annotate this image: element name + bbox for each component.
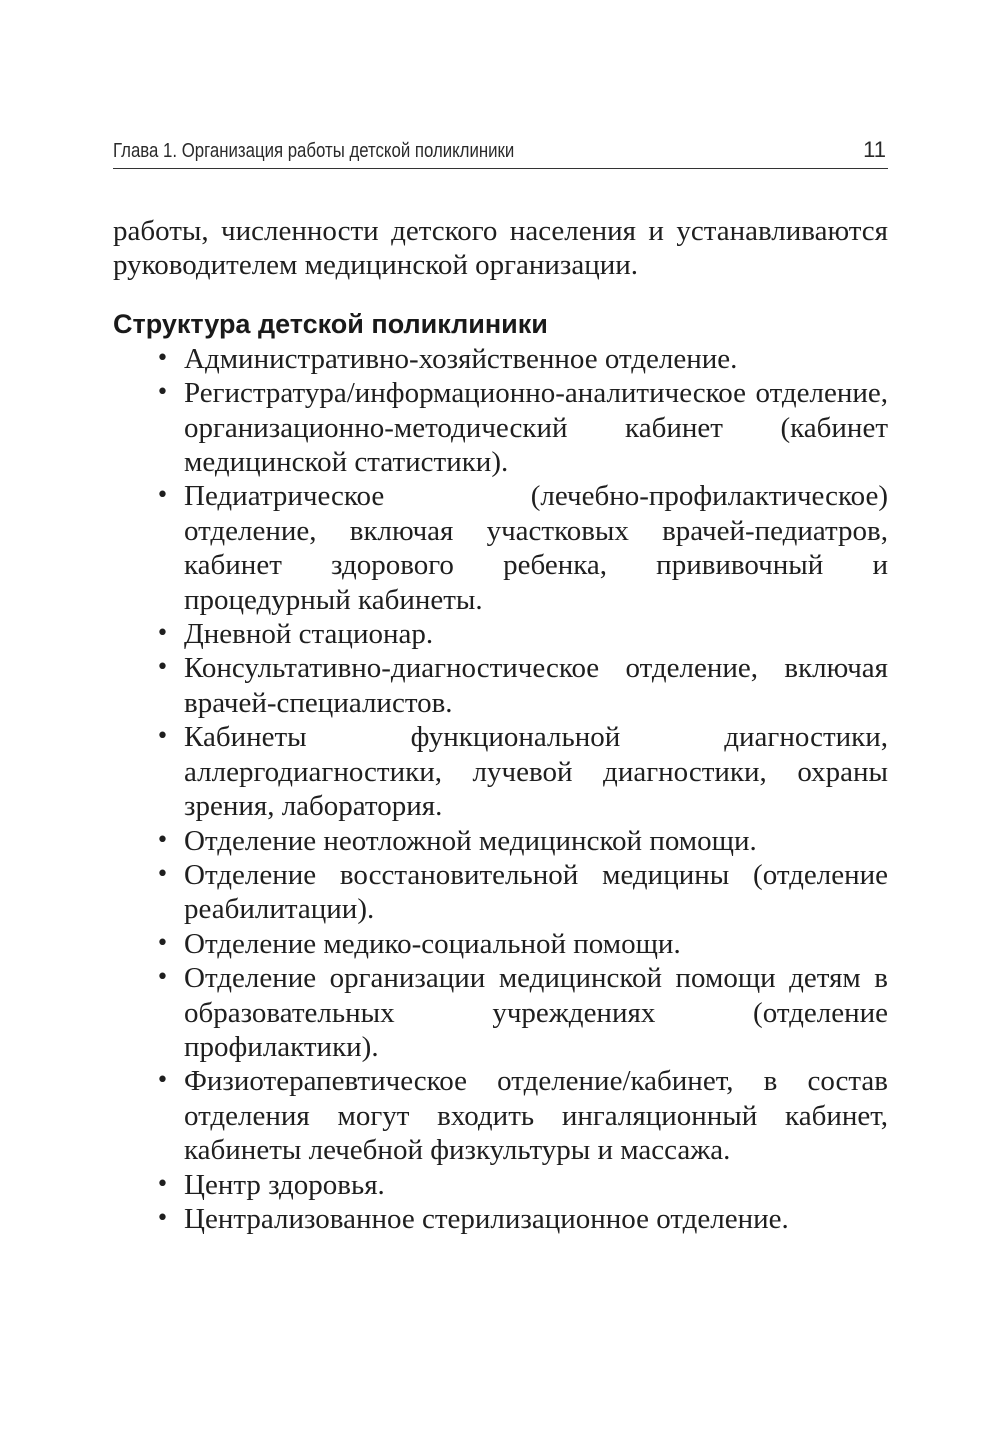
list-item-text: Педиатрическое (лечебно-профилактическое) отделение, включая участковых врачей-педиатров, кабинет здорового ребенка, прививочный и процедурный кабинеты. — [184, 480, 888, 616]
section-heading: Структура детской поликлиники — [113, 308, 548, 339]
intro-paragraph: работы, численности детского населения и устанавливаются руководителем медицинской организации. — [113, 215, 888, 282]
list-item-text: Консультативно-диагностическое отделение, включая врачей-специалистов. — [184, 652, 888, 719]
list-item — [156, 824, 888, 858]
list-item-text: Отделение неотложной медицинской помощи. — [184, 824, 757, 857]
list-item — [156, 342, 888, 376]
list-item — [156, 1168, 888, 1202]
list-item-text: Централизованное стерилизационное отделение. — [184, 1202, 789, 1235]
list-item-text: Центр здоровья. — [184, 1168, 385, 1201]
list-item-text: Отделение организации медицинской помощи детям в образовательных учреждениях (отделение профилактики). — [184, 962, 888, 1063]
chapter-title: Глава 1. Организация работы детской поликлиники — [113, 140, 515, 162]
bullet-icon: • — [156, 380, 169, 406]
page-body — [113, 214, 888, 1236]
bullet-icon: • — [156, 965, 169, 991]
list-item — [156, 617, 888, 651]
list-item — [156, 651, 888, 720]
list-item — [156, 479, 888, 617]
bullet-icon: • — [156, 724, 169, 750]
bullet-icon: • — [156, 930, 169, 956]
bullet-icon: • — [156, 621, 169, 647]
list-item — [156, 1064, 888, 1167]
bullet-icon: • — [156, 861, 169, 887]
list-item-text: Отделение медико-социальной помощи. — [184, 927, 681, 960]
structure-list — [113, 342, 888, 1237]
list-item-text: Регистратура/информационно-аналитическое отделение, организационно-методический кабинет (кабинет медицинской статистики). — [184, 377, 888, 479]
bullet-icon: • — [156, 827, 169, 853]
list-item — [156, 720, 888, 823]
bullet-icon: • — [156, 1171, 169, 1197]
list-item — [156, 927, 888, 961]
list-item-text: Физиотерапевтическое отделение/кабинет, в состав отделения могут входить ингаляционный кабинет, кабинеты лечебной физкультуры и массажа. — [184, 1065, 888, 1167]
list-item-text: Отделение восстановительной медицины (отделение реабилитации). — [184, 858, 888, 926]
list-item — [156, 376, 888, 479]
bullet-icon: • — [156, 345, 169, 371]
bullet-icon: • — [156, 483, 169, 509]
list-item — [156, 1202, 888, 1236]
list-item — [156, 858, 888, 927]
bullet-icon: • — [156, 655, 169, 681]
running-header — [113, 138, 888, 169]
bullet-icon: • — [156, 1205, 169, 1231]
list-item-text: Административно-хозяйственное отделение. — [184, 342, 738, 375]
bullet-icon: • — [156, 1068, 169, 1094]
list-item — [156, 961, 888, 1064]
list-item-text: Кабинеты функциональной диагностики, аллергодиагностики, лучевой диагностики, охраны зрения, лаборатория. — [184, 721, 888, 823]
list-item-text: Дневной стационар. — [184, 618, 434, 651]
page-number: 11 — [863, 137, 886, 162]
